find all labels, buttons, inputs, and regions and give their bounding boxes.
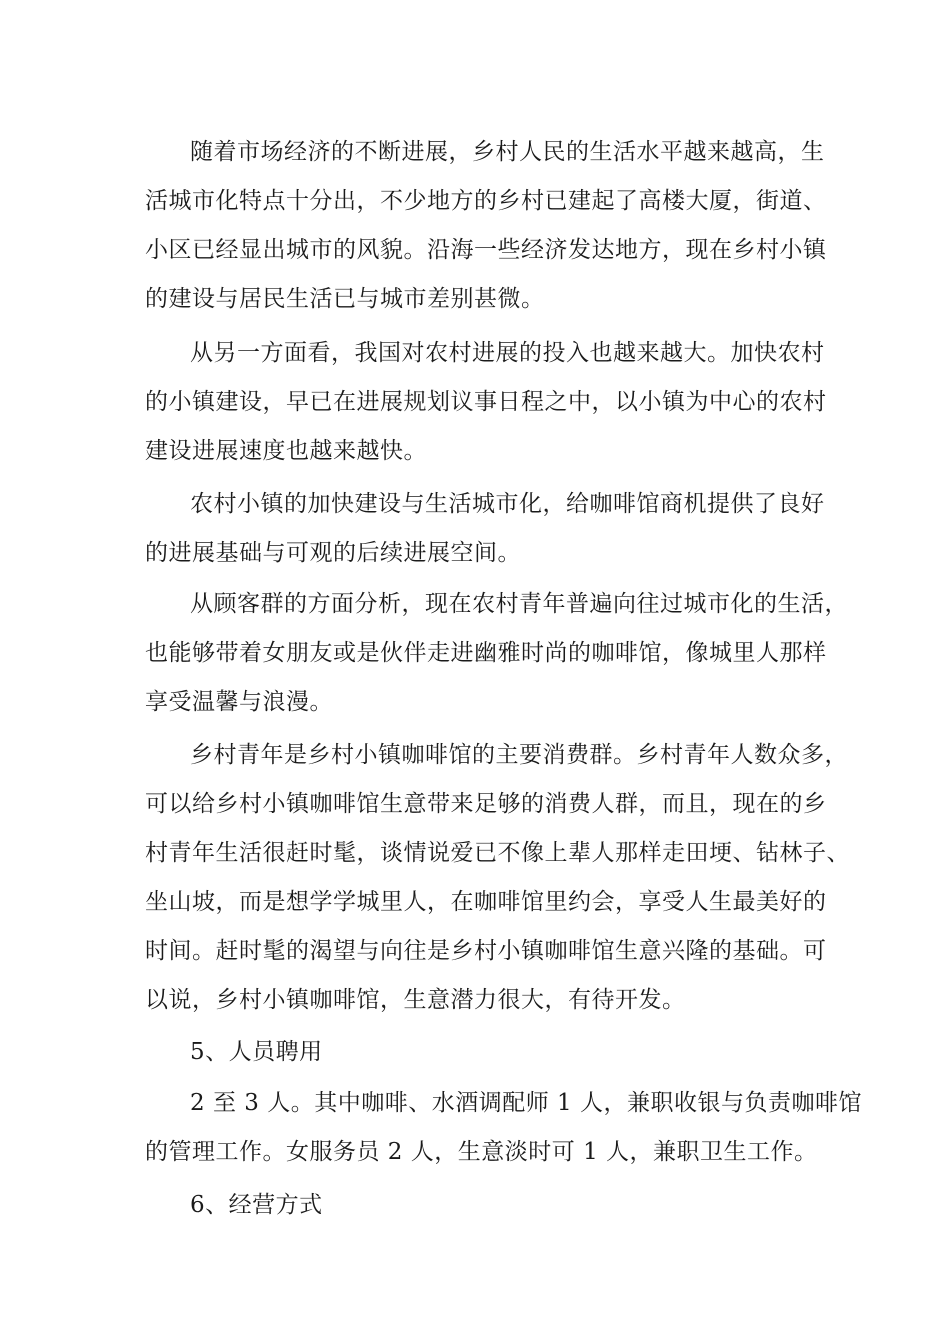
- text-line: 时间。赶时髦的渴望与向往是乡村小镇咖啡馆生意兴隆的基础。可: [145, 938, 827, 964]
- text-line: 随着市场经济的不断进展，乡村人民的生活水平越来越高，生: [190, 139, 825, 165]
- text-line: 农村小镇的加快建设与生活城市化，给咖啡馆商机提供了良好: [190, 491, 825, 517]
- text-line: 以说，乡村小镇咖啡馆，生意潜力很大，有待开发。: [145, 987, 686, 1013]
- text-line: 村青年生活很赶时髦，谈情说爱已不像上辈人那样走田埂、钻林子、: [145, 840, 850, 866]
- text-line: 的建设与居民生活已与城市差别甚微。: [145, 286, 545, 312]
- text-line: 乡村青年是乡村小镇咖啡馆的主要消费群。乡村青年人数众多，: [190, 742, 848, 768]
- text-line: 从另一方面看，我国对农村进展的投入也越来越大。加快农村: [190, 340, 825, 366]
- text-line: 建设进展速度也越来越快。: [145, 438, 427, 464]
- section-heading: 6、经营方式: [190, 1192, 323, 1218]
- text-line: 从顾客群的方面分析，现在农村青年普遍向往过城市化的生活，: [190, 591, 848, 617]
- text-line: 的进展基础与可观的后续进展空间。: [145, 540, 521, 566]
- text-line: 享受温馨与浪漫。: [145, 689, 333, 715]
- text-line: 2 至 3 人。其中咖啡、水酒调配师 1 人，兼职收银与负责咖啡馆: [190, 1090, 862, 1116]
- text-line: 坐山坡，而是想学学城里人，在咖啡馆里约会，享受人生最美好的: [145, 889, 827, 915]
- text-line: 可以给乡村小镇咖啡馆生意带来足够的消费人群，而且，现在的乡: [145, 791, 827, 817]
- text-line: 也能够带着女朋友或是伙伴走进幽雅时尚的咖啡馆，像城里人那样: [145, 640, 827, 666]
- section-heading: 5、人员聘用: [190, 1039, 323, 1065]
- text-line: 的小镇建设，早已在进展规划议事日程之中，以小镇为中心的农村: [145, 389, 827, 415]
- text-line: 活城市化特点十分出，不少地方的乡村已建起了高楼大厦，街道、: [145, 188, 827, 214]
- text-line: 的管理工作。女服务员 2 人，生意淡时可 1 人，兼职卫生工作。: [145, 1139, 818, 1165]
- text-line: 小区已经显出城市的风貌。沿海一些经济发达地方，现在乡村小镇: [145, 237, 827, 263]
